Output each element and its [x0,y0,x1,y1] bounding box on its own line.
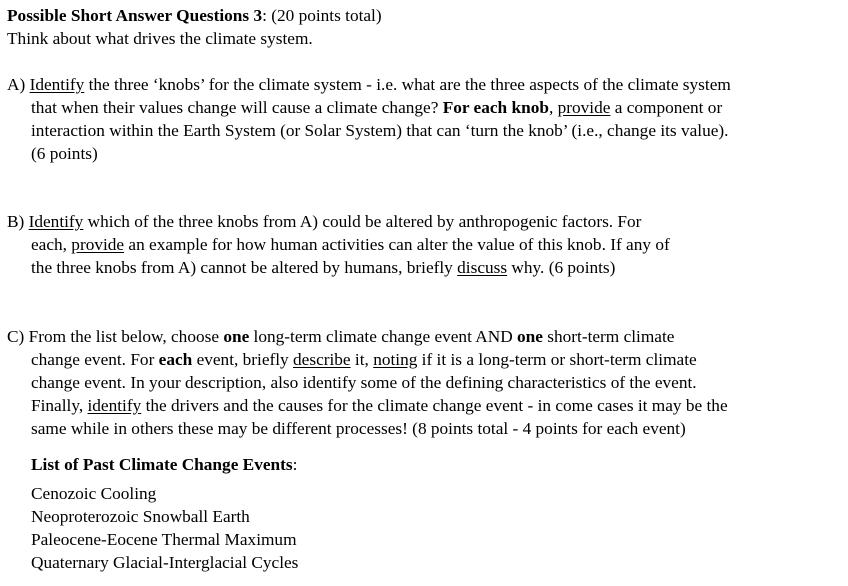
question-c-text-2: long-term climate change event AND [249,327,518,346]
question-b-line-1 [7,210,641,233]
question-b-text-2: each, [31,235,72,254]
events-heading [31,453,297,476]
question-c-identify: identify [87,396,142,415]
question-b-text-5: why. (6 points) [507,258,616,277]
question-c-text-3: short-term climate [542,327,675,346]
heading-points: : (20 points total) [262,6,382,25]
question-c-bold-3: each [158,350,193,369]
question-b-text-4: the three knobs from A) cannot be altered by humans, briefly [31,258,458,277]
question-b-text-1: which of the three knobs from A) could be altered by anthropogenic factors. For [83,212,642,231]
question-b-provide: provide [71,235,125,254]
question-a-text-2: that when their values change will cause a climate change? [31,98,443,117]
question-subtitle: Think about what drives the climate system. [7,29,313,48]
question-heading [7,4,382,27]
question-c-bold-2: one [517,327,543,346]
question-a-line-2 [31,96,722,119]
question-c-line-3: change event. In your description, also identify some of the defining characteristics of the event. [31,373,697,392]
question-c-text-9: the drivers and the causes for the climate change event - in come cases it may be the [141,396,728,415]
events-heading-text: List of Past Climate Change Events [31,455,293,474]
question-b-label: B) [7,212,29,231]
question-c-line-1 [7,325,674,348]
question-a-identify: Identify [29,75,85,94]
events-heading-colon: : [292,455,298,474]
question-b-line-2 [31,233,670,256]
question-a-label: A) [7,75,30,94]
question-c-text-5: event, briefly [192,350,294,369]
question-a-provide: provide [557,98,611,117]
question-a-line-3: interaction within the Earth System (or Solar System) that can ‘turn the knob’ (i.e., change its value). [31,121,729,140]
question-c-text-4: change event. For [31,350,159,369]
list-item: Cenozoic Cooling [31,484,157,503]
question-c-line-4 [31,394,728,417]
question-a-text-1: the three ‘knobs’ for the climate system - i.e. what are the three aspects of the climate system [84,75,731,94]
question-c-describe: describe [293,350,351,369]
question-c-text-6: it, [350,350,374,369]
question-c-line-5: same while in others these may be different processes! (8 points total - 4 points for each event) [31,419,686,438]
question-b-discuss: discuss [457,258,508,277]
question-a-comma: , [548,98,558,117]
question-a-line-1 [7,73,731,96]
question-c-text-1: C) From the list below, choose [7,327,224,346]
list-item: Neoproterozoic Snowball Earth [31,507,250,526]
question-a-line-4: (6 points) [31,144,98,163]
list-item: Paleocene-Eocene Thermal Maximum [31,530,297,549]
question-c-line-2 [31,348,697,371]
question-a-bold: For each knob [442,98,549,117]
question-b-identify: Identify [28,212,84,231]
question-b-line-3 [31,256,615,279]
heading-title: Possible Short Answer Questions 3 [7,6,263,25]
list-item: Quaternary Glacial-Interglacial Cycles [31,553,299,572]
question-c-noting: noting [373,350,418,369]
question-a-text-3: a component or [610,98,723,117]
question-c-text-8: Finally, [31,396,88,415]
question-c-bold-1: one [223,327,250,346]
question-c-text-7: if it is a long-term or short-term climate [417,350,697,369]
question-b-text-3: an example for how human activities can alter the value of this knob. If any of [124,235,670,254]
